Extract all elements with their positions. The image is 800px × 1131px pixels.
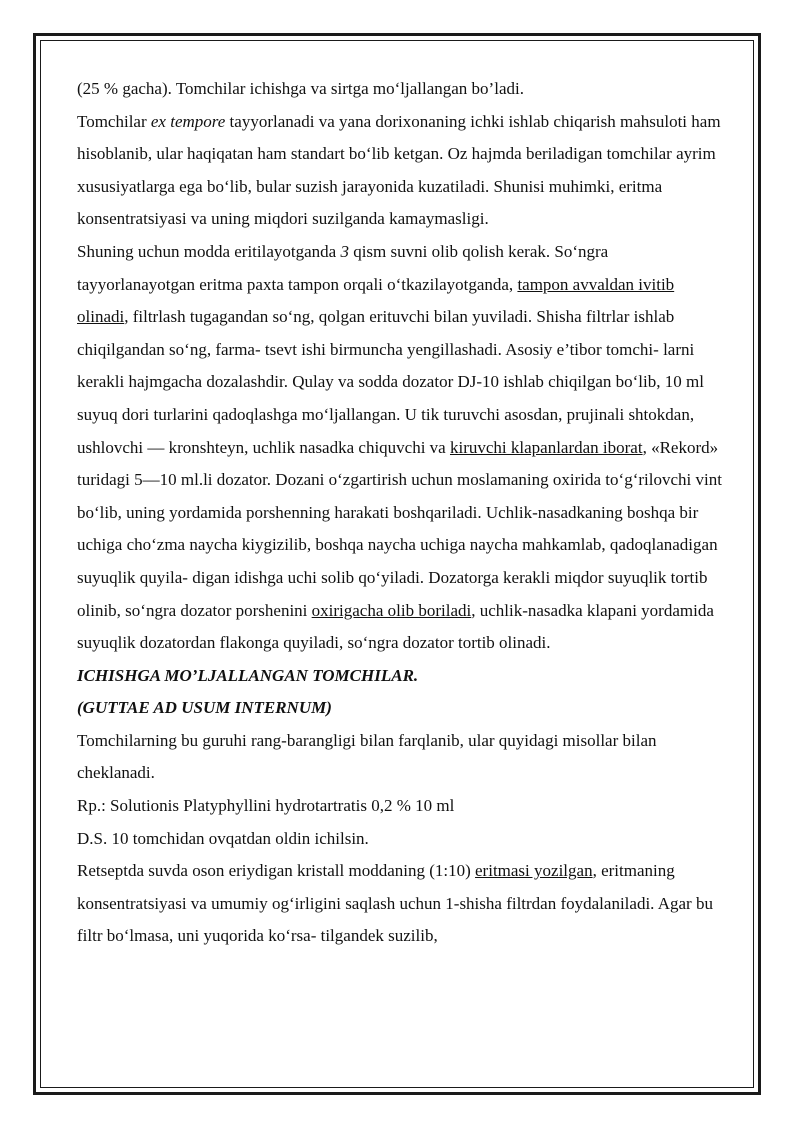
paragraph-5 <box>77 855 727 953</box>
text-run: tayyorlanadi va yana dorixonaning ichki ishlab chiqarish mahsuloti ham hisoblanib, ular haqiqatan ham standart bo‘lib ketgan. Oz hajmda beriladigan tomchilar ayrim xususiyatlarga ega bo‘lib, bular suzish jarayonida kuzatiladi. Shunisi muhimki, eritma konsentratsiyasi va uning miqdori suzilganda kamaymasligi. <box>77 111 721 229</box>
paragraph-4: Tomchilarning bu guruhi rang-barangligi bilan farqlanib, ular quyidagi misollar bilan cheklanadi. <box>77 730 657 783</box>
italic-term: ex tempore <box>150 111 226 131</box>
text-run: , filtrlash tugagandan so‘ng, qolgan erituvchi bilan yuviladi. Shisha filtrlar ishlab chiqilgandan so‘ng, farma- tsevt ishi birmuncha yengillashadi. Asosiy e’tibor tomchi- larni kerakli hajmgacha dozalashdir. Qulay va sodda dozator DJ-10 ishlab chiqilgan bo‘lib, 10 ml suyuq dori turlarini qadoqlashga mo‘ljallangan. U tik turuvchi asosdan, prujinali shtokdan, ushlovchi — kronshteyn, uchlik nasadka chiquvchi va <box>77 307 704 457</box>
section-heading: ICHISHGA MO’LJALLANGAN TOMCHILAR. <box>77 665 419 685</box>
underlined-phrase: tampon avvaldan ivitib olinadi <box>77 274 675 327</box>
underlined-phrase: oxirigacha olib boriladi <box>311 600 472 620</box>
text-run: , uchlik-nasadka klapani yordamida suyuqlik dozatordan flakonga quyiladi, so‘ngra dozator tortib olinadi. <box>77 600 714 653</box>
paragraph-1: (25 % gacha). Tomchilar ichishga va sirtga mo‘ljallangan bo’ladi. <box>77 79 524 98</box>
document-body <box>77 73 727 953</box>
underlined-phrase: eritmasi yozilgan <box>475 861 593 881</box>
italic-number: 3 <box>340 241 349 261</box>
text-run: Shuning uchun modda eritilayotganda <box>77 241 341 261</box>
paragraph-2 <box>77 106 727 236</box>
prescription-line: Rp.: Solutionis Platyphyllini hydrotartratis 0,2 % 10 ml <box>77 796 455 816</box>
paragraph-3 <box>77 236 727 660</box>
text-run: , eritmaning konsentratsiyasi va umumiy og‘irligini saqlash uchun 1-shisha filtrdan foydalaniladi. Agar bu filtr bo‘lmasa, uni yuqorida ko‘rsa- tilgandek suzilib, <box>77 861 713 946</box>
section-subheading: (GUTTAE AD USUM INTERNUM) <box>77 698 332 718</box>
signature-line: D.S. 10 tomchidan ovqatdan oldin ichilsin. <box>77 828 369 848</box>
text-run: Tomchilar <box>77 111 151 131</box>
underlined-phrase: kiruvchi klapanlardan iborat <box>449 437 643 457</box>
text-run: , «Rekord» turidagi 5—10 ml.li dozator. Dozani o‘zgartirish uchun moslamaning oxirida to‘g‘rilovchi vint bo‘lib, uning yordamida porshenning harakati boshqariladi. Uchlik-nasadkaning boshqa bir uchiga cho‘zma naycha kiygizilib, boshqa naycha uchiga naycha mahkamlab, qadoqlanadigan suyuqlik quyila- digan idishga uchi solib qo‘yiladi. Dozatorga kerakli miqdor suyuqlik tortib olinib, so‘ngra dozator porshenini <box>77 437 722 620</box>
text-run: qism suvni olib qolish kerak. So‘ngra tayyorlanayotgan eritma paxta tampon orqali o‘tkazilayotganda, <box>77 241 609 294</box>
text-run: Retseptda suvda oson eriydigan kristall moddaning (1:10) <box>77 861 476 881</box>
